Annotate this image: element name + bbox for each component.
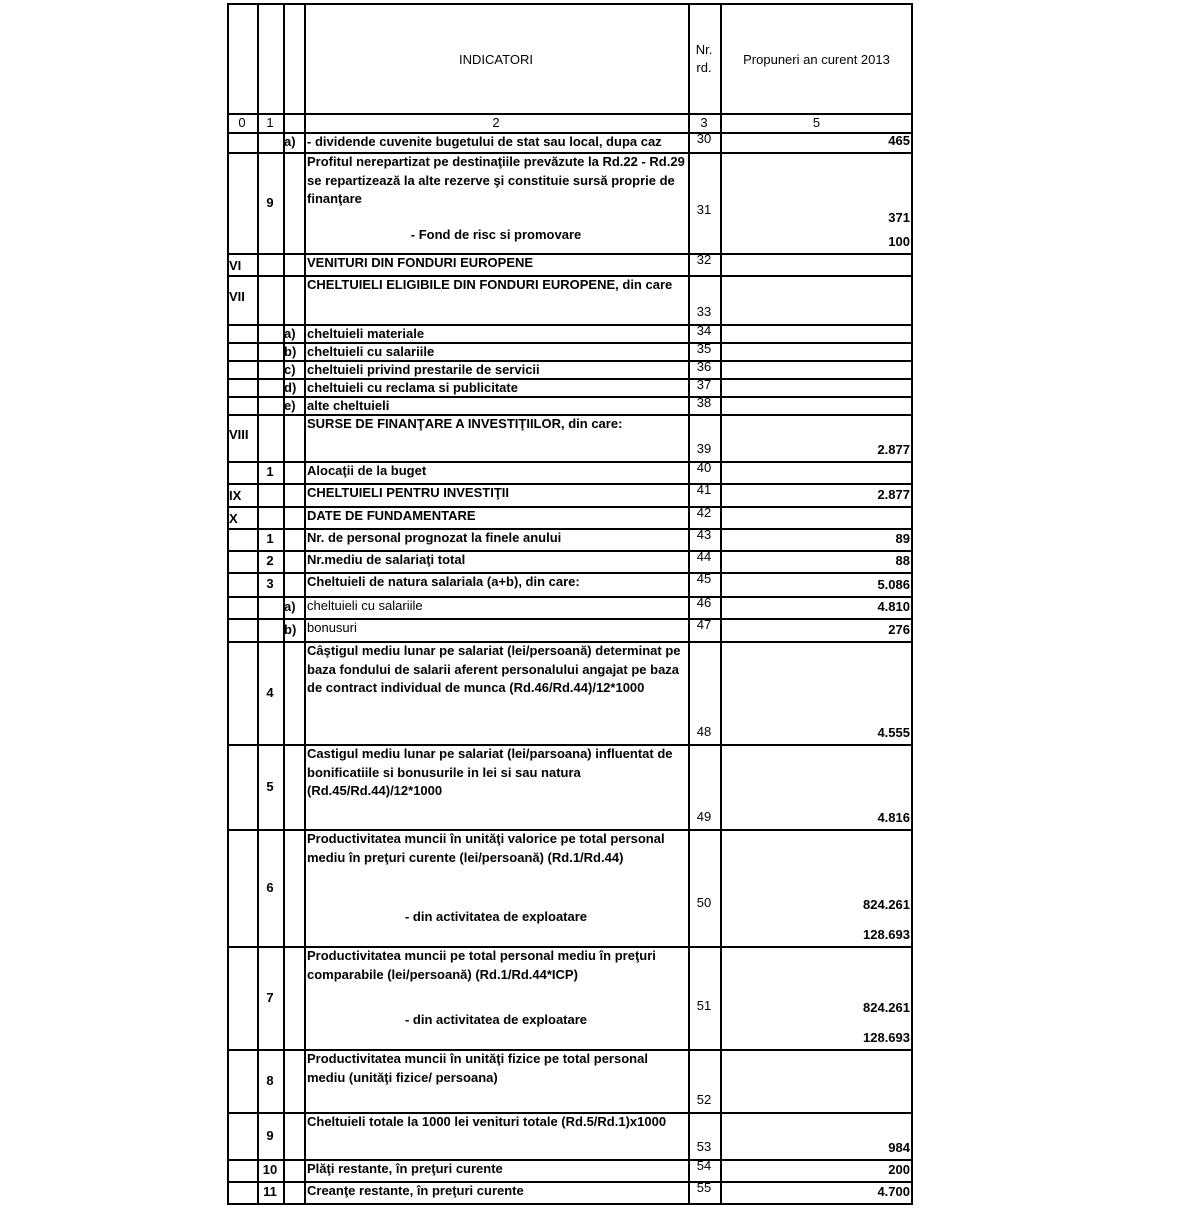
row-number: 4 <box>266 684 274 700</box>
row-code: 32 <box>696 252 712 267</box>
indicatori-header: INDICATORI <box>459 52 533 67</box>
indicator-text: Productivitatea muncii în unităţi fizice pe total personal mediu (unităţi fizice/ persoana) <box>307 1051 648 1085</box>
indicator-text: cheltuieli cu reclama si publicitate <box>307 380 518 395</box>
value-cell: 2.877 <box>877 442 910 457</box>
row-number: 8 <box>266 1072 274 1088</box>
vertical-rule <box>257 3 259 1203</box>
value-cell: 371 <box>888 210 910 225</box>
value-cell: 88 <box>895 553 910 568</box>
value-cell: 4.810 <box>877 599 910 614</box>
value-cell: 465 <box>888 133 910 148</box>
value-cell: 824.261 <box>863 1000 910 1015</box>
indicator-subtext: - din activitatea de exploatare <box>404 909 588 924</box>
row-code: 31 <box>696 202 712 217</box>
row-number: 2 <box>266 553 274 568</box>
vertical-rule <box>304 3 306 1203</box>
indicator-text: DATE DE FUNDAMENTARE <box>307 508 476 523</box>
horizontal-rule <box>227 3 913 5</box>
nr-rd-header: Nr. rd. <box>695 42 713 75</box>
row-number: 6 <box>266 879 274 895</box>
row-code: 40 <box>696 460 712 475</box>
indicator-text: Profitul nerepartizat pe destinaţiile prevăzute la Rd.22 - Rd.29 se repartizează la alte rezerve şi constituie sursă proprie de finanţare <box>307 154 685 206</box>
sub-letter: b) <box>284 344 297 359</box>
value-cell: 128.693 <box>863 1030 910 1045</box>
indicator-text: bonusuri <box>307 620 357 635</box>
indicator-text: alte cheltuieli <box>307 398 390 413</box>
indicator-text: Nr. de personal prognozat la finele anului <box>307 530 562 545</box>
row-code: 45 <box>696 571 712 586</box>
value-cell: 4.816 <box>877 810 910 825</box>
indicator-text: cheltuieli cu salariile <box>307 344 435 359</box>
roman-numeral: X <box>229 511 238 526</box>
row-code: 33 <box>696 304 712 319</box>
value-cell: 200 <box>888 1162 910 1177</box>
row-code: 41 <box>696 482 712 497</box>
sub-letter: c) <box>284 362 296 377</box>
row-code: 46 <box>696 595 712 610</box>
row-number: 1 <box>266 464 274 479</box>
row-number: 10 <box>262 1162 278 1177</box>
row-number: 5 <box>266 778 274 794</box>
indicator-text: Cheltuieli totale la 1000 lei venituri totale (Rd.5/Rd.1)x1000 <box>307 1114 667 1129</box>
roman-numeral: VIII <box>229 426 249 442</box>
value-cell: 984 <box>888 1140 910 1155</box>
horizontal-rule <box>227 1203 913 1205</box>
indicator-text: Cheltuieli de natura salariala (a+b), din care: <box>307 574 580 589</box>
indicator-text: CHELTUIELI PENTRU INVESTIŢII <box>307 485 509 500</box>
sub-letter: e) <box>284 398 296 413</box>
roman-numeral: IX <box>229 488 242 503</box>
indicator-text: SURSE DE FINANŢARE A INVESTIŢIILOR, din care: <box>307 416 623 431</box>
row-code: 34 <box>696 323 712 338</box>
value-cell: 128.693 <box>863 927 910 942</box>
indicators-table <box>227 3 913 1203</box>
indicator-subtext: - Fond de risc si promovare <box>410 227 582 242</box>
sub-letter: b) <box>284 621 297 637</box>
row-code: 44 <box>696 549 712 564</box>
row-code: 54 <box>696 1158 712 1173</box>
indicator-text: Productivitatea muncii pe total personal mediu în preţuri comparabile (lei/persoană) (Rd.1/Rd.44*ICP) <box>307 948 656 982</box>
value-cell: 824.261 <box>863 897 910 912</box>
value-cell: 5.086 <box>877 577 910 592</box>
row-code: 38 <box>696 395 712 410</box>
value-cell: 4.555 <box>877 725 910 740</box>
row-code: 52 <box>696 1092 712 1107</box>
indicator-text: cheltuieli materiale <box>307 326 425 341</box>
row-code: 37 <box>696 377 712 392</box>
vertical-rule <box>911 3 913 1203</box>
indicator-text: CHELTUIELI ELIGIBILE DIN FONDURI EUROPENE, din care <box>307 277 673 292</box>
row-number: 9 <box>266 194 274 210</box>
column-number: 1 <box>266 115 274 130</box>
indicator-text: Plăţi restante, în preţuri curente <box>307 1161 503 1176</box>
row-number: 7 <box>266 989 274 1005</box>
column-number: 2 <box>492 115 500 130</box>
row-code: 53 <box>696 1139 712 1154</box>
indicator-text: Câştigul mediu lunar pe salariat (lei/persoană) determinat pe baza fondului de salarii aferent personalului angajat pe baza de contract individual de munca (Rd.46/Rd.44)/12*1000 <box>307 643 681 695</box>
indicator-text: Nr.mediu de salariaţi total <box>307 552 466 567</box>
row-code: 43 <box>696 527 712 542</box>
column-number: 0 <box>238 115 246 130</box>
sub-letter: a) <box>284 599 296 614</box>
row-number: 1 <box>266 531 274 546</box>
sub-letter: a) <box>284 134 296 149</box>
row-number: 3 <box>266 576 274 591</box>
value-cell: 2.877 <box>877 487 910 502</box>
sub-letter: a) <box>284 326 296 341</box>
row-code: 42 <box>696 505 712 520</box>
row-code: 35 <box>696 341 712 356</box>
propuneri-header: Propuneri an curent 2013 <box>743 52 890 67</box>
row-code: 55 <box>696 1180 712 1195</box>
indicator-text: - dividende cuvenite bugetului de stat sau local, dupa caz <box>307 134 662 149</box>
indicator-text: Creanţe restante, în preţuri curente <box>307 1183 524 1198</box>
row-code: 30 <box>696 131 712 146</box>
row-code: 49 <box>696 809 712 824</box>
sub-letter: d) <box>284 380 297 395</box>
indicator-subtext: - din activitatea de exploatare <box>404 1012 588 1027</box>
column-number: 5 <box>812 115 821 130</box>
indicator-text: cheltuieli privind prestarile de servicii <box>307 362 540 377</box>
row-code: 50 <box>696 895 712 910</box>
value-cell: 100 <box>888 234 910 249</box>
value-cell: 276 <box>888 622 910 637</box>
roman-numeral: VII <box>229 288 245 304</box>
indicator-text: Productivitatea muncii în unităţi valorice pe total personal mediu în preţuri curente (lei/persoană) (Rd.1/Rd.44) <box>307 831 665 865</box>
roman-numeral: VI <box>229 258 242 273</box>
column-number: 3 <box>700 115 708 130</box>
row-code: 36 <box>696 359 712 374</box>
value-cell: 4.700 <box>877 1184 910 1199</box>
row-code: 48 <box>696 724 712 739</box>
value-cell: 89 <box>895 531 910 546</box>
vertical-rule <box>227 3 229 1203</box>
indicator-text: Castigul mediu lunar pe salariat (lei/parsoana) influentat de bonificatiile si bonusurile in lei si sau natura (Rd.45/Rd.44)/12*1000 <box>307 746 673 798</box>
indicator-text: cheltuieli cu salariile <box>307 598 423 613</box>
row-number: 9 <box>266 1127 274 1143</box>
row-code: 47 <box>696 617 712 632</box>
row-number: 11 <box>263 1184 277 1199</box>
indicator-text: Alocaţii de la buget <box>307 463 427 478</box>
indicator-text: VENITURI DIN FONDURI EUROPENE <box>307 255 534 270</box>
row-code: 39 <box>696 441 712 456</box>
row-code: 51 <box>696 998 712 1013</box>
